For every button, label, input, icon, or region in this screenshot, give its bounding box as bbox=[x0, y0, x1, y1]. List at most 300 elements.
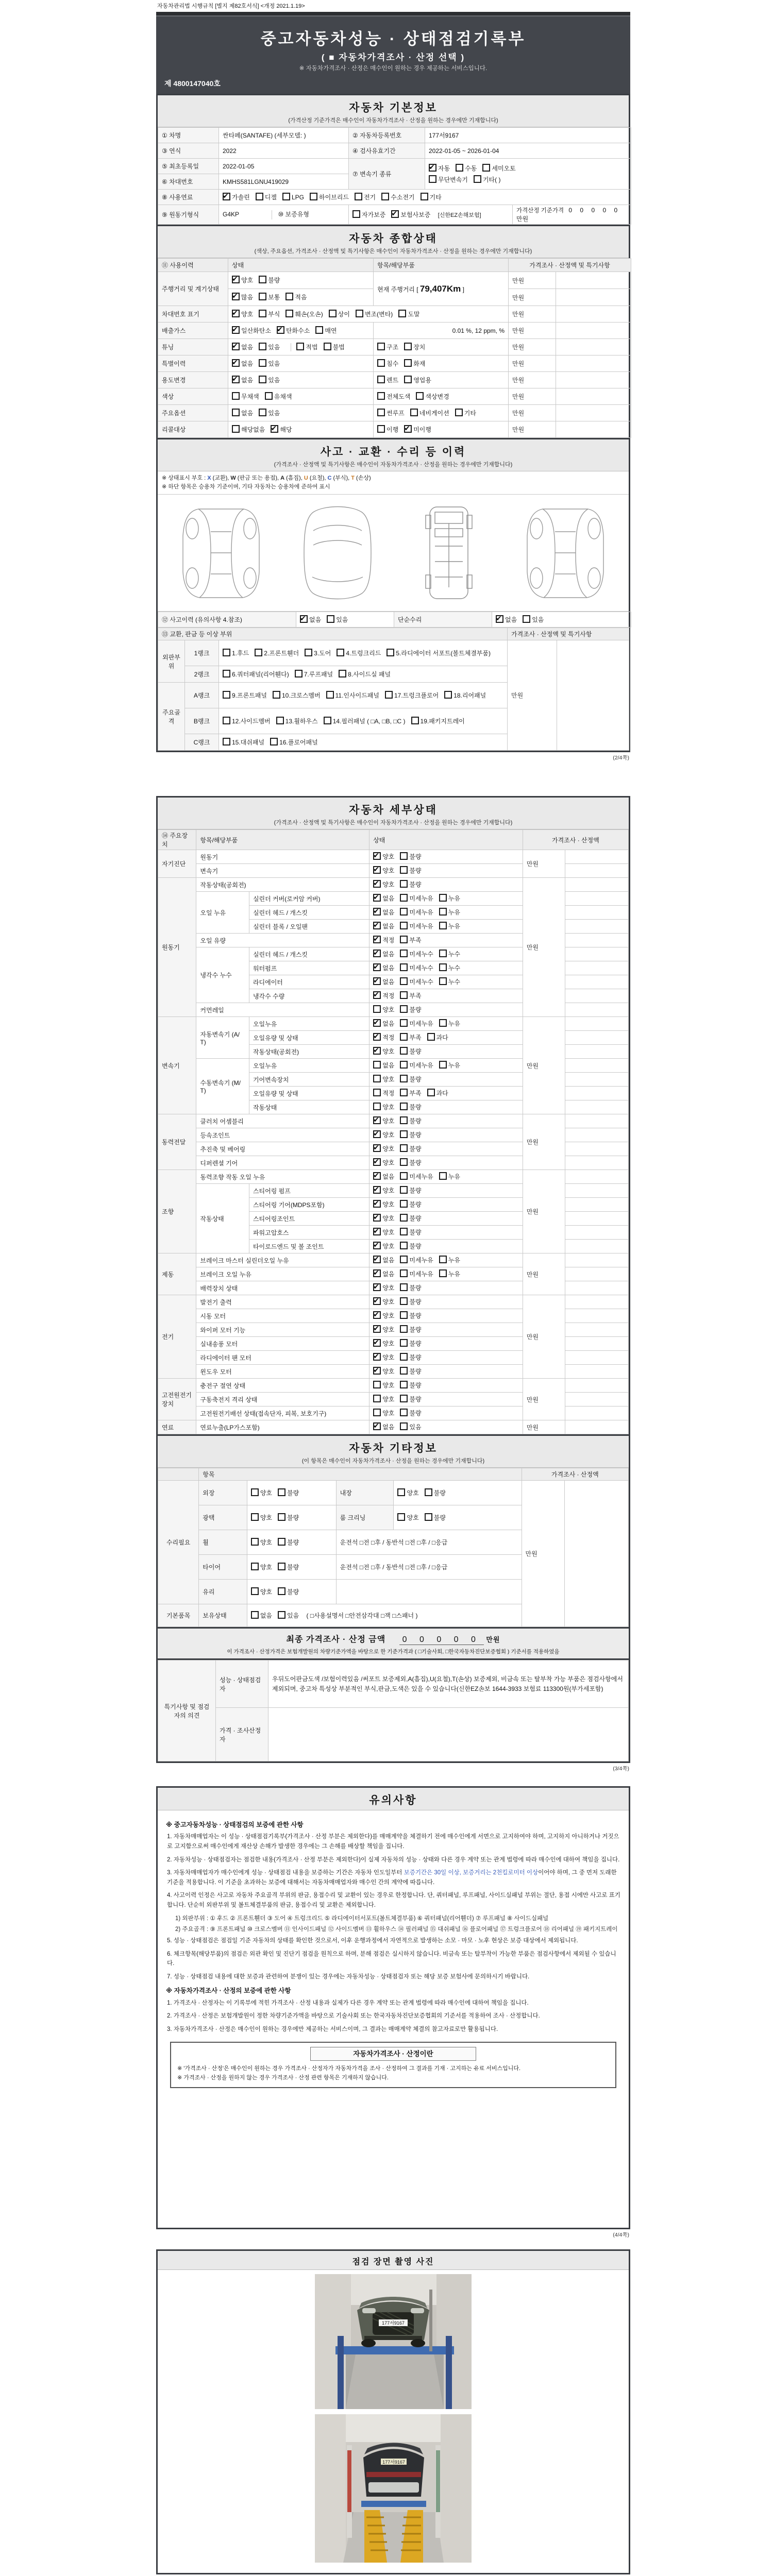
unchecked-checkbox[interactable] bbox=[400, 1283, 408, 1291]
unchecked-checkbox[interactable] bbox=[400, 1019, 408, 1027]
repair-item-checks bbox=[247, 1530, 336, 1555]
unchecked-checkbox[interactable] bbox=[373, 1395, 381, 1402]
item-cell bbox=[374, 339, 509, 355]
checkbox-label: 양호 bbox=[382, 1187, 395, 1195]
unchecked-checkbox[interactable] bbox=[373, 1075, 381, 1082]
checked-checkbox[interactable] bbox=[232, 343, 240, 350]
unchecked-checkbox[interactable] bbox=[232, 392, 240, 400]
checkbox-label: 하이브리드 bbox=[318, 193, 349, 201]
item-cell: 스티어링 펌프 bbox=[249, 1184, 369, 1198]
state-checks bbox=[369, 892, 523, 906]
item-cell: 클러치 어셈블리 bbox=[196, 1114, 369, 1128]
checkbox-option bbox=[400, 1032, 421, 1043]
checkbox-label: 수동 bbox=[465, 164, 477, 172]
row-label: 차대번호 표기 bbox=[158, 306, 228, 323]
checked-checkbox[interactable] bbox=[373, 852, 381, 860]
unchecked-checkbox[interactable] bbox=[377, 409, 385, 416]
unchecked-checkbox[interactable] bbox=[439, 950, 447, 957]
unchecked-checkbox[interactable] bbox=[400, 1186, 408, 1194]
checkbox-option bbox=[259, 342, 280, 353]
unchecked-checkbox[interactable] bbox=[400, 1367, 408, 1375]
simple-repair-label: 단순수리 bbox=[394, 612, 492, 628]
checked-checkbox[interactable] bbox=[373, 936, 381, 943]
checkbox-option bbox=[377, 408, 405, 419]
unchecked-checkbox[interactable] bbox=[404, 376, 412, 383]
remarks-cell bbox=[556, 421, 631, 438]
checked-checkbox[interactable] bbox=[373, 1297, 381, 1305]
checkbox-label: 없음 bbox=[382, 1423, 395, 1431]
unchecked-checkbox[interactable] bbox=[400, 1047, 408, 1055]
unchecked-checkbox[interactable] bbox=[400, 1381, 408, 1388]
price-cell: 만원 bbox=[509, 405, 556, 421]
checked-checkbox[interactable] bbox=[232, 293, 240, 300]
unchecked-checkbox[interactable] bbox=[259, 310, 266, 317]
unchecked-checkbox[interactable] bbox=[400, 1214, 408, 1222]
checkbox-label: 부족 bbox=[409, 937, 422, 944]
unchecked-checkbox[interactable] bbox=[400, 922, 408, 929]
unchecked-checkbox[interactable] bbox=[223, 738, 230, 745]
unchecked-checkbox[interactable] bbox=[259, 359, 266, 367]
unchecked-checkbox[interactable] bbox=[439, 963, 447, 971]
unchecked-checkbox[interactable] bbox=[400, 866, 408, 874]
unchecked-checkbox[interactable] bbox=[386, 649, 394, 656]
unchecked-checkbox[interactable] bbox=[373, 1005, 381, 1013]
checked-checkbox[interactable] bbox=[373, 963, 381, 971]
unchecked-checkbox[interactable] bbox=[223, 649, 230, 656]
checkbox-group bbox=[377, 377, 437, 384]
unchecked-checkbox[interactable] bbox=[305, 649, 312, 656]
checked-checkbox[interactable] bbox=[373, 1283, 381, 1291]
checkbox-option bbox=[400, 1282, 421, 1294]
unchecked-checkbox[interactable] bbox=[256, 193, 263, 200]
unchecked-checkbox[interactable] bbox=[373, 1103, 381, 1110]
checkbox-label: 불량 bbox=[409, 1131, 422, 1139]
state-checks bbox=[369, 1295, 523, 1309]
unchecked-checkbox[interactable] bbox=[326, 691, 334, 699]
unchecked-checkbox[interactable] bbox=[373, 1381, 381, 1388]
unchecked-checkbox[interactable] bbox=[251, 1513, 259, 1521]
unchecked-checkbox[interactable] bbox=[352, 210, 360, 218]
state-checks bbox=[369, 1323, 523, 1337]
unchecked-checkbox[interactable] bbox=[400, 1130, 408, 1138]
unchecked-checkbox[interactable] bbox=[439, 1172, 447, 1180]
checkbox-group bbox=[373, 992, 427, 999]
unchecked-checkbox[interactable] bbox=[251, 1563, 259, 1570]
unchecked-checkbox[interactable] bbox=[456, 164, 463, 172]
checkbox-option bbox=[373, 990, 394, 1002]
checked-checkbox[interactable] bbox=[373, 1242, 381, 1249]
checked-checkbox[interactable] bbox=[373, 922, 381, 929]
checked-checkbox[interactable] bbox=[373, 1019, 381, 1027]
unchecked-checkbox[interactable] bbox=[400, 1269, 408, 1277]
unchecked-checkbox[interactable] bbox=[278, 1587, 285, 1595]
item-cell: 스티어링 기어(MDPS포함) bbox=[249, 1198, 369, 1212]
unchecked-checkbox[interactable] bbox=[439, 977, 447, 985]
repair-extra: 운전석 □전 □후 / 동반석 □전 □후 / □응급 bbox=[336, 1555, 522, 1580]
checked-checkbox[interactable] bbox=[373, 880, 381, 888]
unchecked-checkbox[interactable] bbox=[400, 991, 408, 999]
unchecked-checkbox[interactable] bbox=[439, 922, 447, 929]
unchecked-checkbox[interactable] bbox=[400, 1144, 408, 1152]
unchecked-checkbox[interactable] bbox=[410, 409, 418, 416]
checked-checkbox[interactable] bbox=[373, 1353, 381, 1361]
unchecked-checkbox[interactable] bbox=[259, 343, 266, 350]
mileage-state-checks bbox=[228, 272, 374, 289]
engine-type-value: G4KP ⑩ 보증유형 bbox=[219, 205, 349, 225]
unchecked-checkbox[interactable] bbox=[439, 1019, 447, 1027]
unchecked-checkbox[interactable] bbox=[400, 1005, 408, 1013]
checkbox-label: 불량 bbox=[409, 1145, 422, 1153]
item-cell: 디퍼렌셜 기어 bbox=[196, 1156, 369, 1170]
unchecked-checkbox[interactable] bbox=[259, 376, 266, 383]
unchecked-checkbox[interactable] bbox=[381, 193, 389, 200]
checkbox-label: 있음 bbox=[268, 409, 280, 417]
etc-info-title: 자동차 기타정보 bbox=[349, 1443, 438, 1455]
subgroup-label: 냉각수 누수 bbox=[196, 947, 249, 1003]
unchecked-checkbox[interactable] bbox=[400, 1103, 408, 1110]
unchecked-checkbox[interactable] bbox=[421, 193, 428, 200]
remarks-cell bbox=[565, 906, 629, 920]
unchecked-checkbox[interactable] bbox=[439, 1256, 447, 1263]
checked-checkbox[interactable] bbox=[232, 376, 240, 383]
unchecked-checkbox[interactable] bbox=[285, 310, 293, 317]
state-checks bbox=[369, 975, 523, 989]
fuel-options bbox=[219, 190, 631, 205]
unchecked-checkbox[interactable] bbox=[400, 950, 408, 957]
unchecked-checkbox[interactable] bbox=[278, 1611, 285, 1619]
unchecked-checkbox[interactable] bbox=[385, 691, 393, 699]
checkbox-label: 없음 bbox=[382, 964, 395, 972]
unchecked-checkbox[interactable] bbox=[373, 1409, 381, 1416]
unchecked-checkbox[interactable] bbox=[425, 1488, 432, 1496]
checkbox-option bbox=[439, 962, 460, 974]
checkbox-group bbox=[377, 344, 431, 351]
unchecked-checkbox[interactable] bbox=[278, 1488, 285, 1496]
checkbox-option bbox=[259, 358, 280, 369]
state-checks bbox=[228, 372, 374, 388]
status-code-X: X bbox=[207, 475, 211, 481]
unchecked-checkbox[interactable] bbox=[398, 310, 406, 317]
checkbox-group bbox=[429, 176, 506, 183]
section-photos bbox=[156, 2249, 630, 2574]
checked-checkbox[interactable] bbox=[373, 1144, 381, 1152]
checkbox-label: 색상변경 bbox=[425, 393, 449, 400]
checked-checkbox[interactable] bbox=[373, 1422, 381, 1430]
checked-checkbox[interactable] bbox=[373, 950, 381, 957]
unchecked-checkbox[interactable] bbox=[377, 392, 385, 400]
unchecked-checkbox[interactable] bbox=[327, 615, 334, 623]
unchecked-checkbox[interactable] bbox=[339, 670, 346, 677]
checked-checkbox[interactable] bbox=[391, 210, 399, 218]
checkbox-group bbox=[223, 194, 447, 201]
checked-checkbox[interactable] bbox=[373, 1116, 381, 1124]
checked-checkbox[interactable] bbox=[373, 1367, 381, 1375]
price-cell: 만원 bbox=[523, 1017, 565, 1114]
unchecked-checkbox[interactable] bbox=[324, 717, 331, 724]
state-checks bbox=[369, 1031, 523, 1045]
unchecked-checkbox[interactable] bbox=[400, 1228, 408, 1235]
unchecked-checkbox[interactable] bbox=[404, 343, 412, 350]
table-row bbox=[158, 1420, 629, 1434]
unchecked-checkbox[interactable] bbox=[523, 615, 530, 623]
warranty-insurer: [신한EZ손해보험] bbox=[438, 212, 481, 218]
unchecked-checkbox[interactable] bbox=[411, 717, 419, 724]
item-cell: 실린더 커버(로커암 커버) bbox=[249, 892, 369, 906]
unchecked-checkbox[interactable] bbox=[251, 1538, 259, 1546]
unchecked-checkbox[interactable] bbox=[315, 326, 323, 334]
checked-checkbox[interactable] bbox=[373, 1130, 381, 1138]
unchecked-checkbox[interactable] bbox=[400, 1033, 408, 1041]
unchecked-checkbox[interactable] bbox=[400, 1200, 408, 1208]
unchecked-checkbox[interactable] bbox=[377, 425, 385, 433]
unchecked-checkbox[interactable] bbox=[416, 392, 424, 400]
unchecked-checkbox[interactable] bbox=[377, 343, 385, 350]
unchecked-checkbox[interactable] bbox=[400, 936, 408, 943]
checkbox-group bbox=[373, 1159, 427, 1166]
unchecked-checkbox[interactable] bbox=[397, 1488, 405, 1496]
checkbox-option bbox=[232, 358, 253, 369]
unchecked-checkbox[interactable] bbox=[400, 880, 408, 888]
checkbox-label: 15.대쉬패널 bbox=[232, 738, 265, 746]
checked-checkbox[interactable] bbox=[232, 359, 240, 367]
first-reg-value: 2022-01-05 bbox=[219, 159, 349, 174]
device-group-label: 원동기 bbox=[158, 878, 196, 1017]
checked-checkbox[interactable] bbox=[404, 425, 412, 433]
unchecked-checkbox[interactable] bbox=[400, 1256, 408, 1263]
checked-checkbox[interactable] bbox=[373, 908, 381, 916]
unchecked-checkbox[interactable] bbox=[329, 310, 337, 317]
checked-checkbox[interactable] bbox=[373, 1228, 381, 1235]
checked-checkbox[interactable] bbox=[373, 1200, 381, 1208]
checkbox-label: 7.루프패널 bbox=[304, 670, 333, 678]
unchecked-checkbox[interactable] bbox=[356, 310, 363, 317]
mileage-amount-checks bbox=[228, 289, 374, 306]
unchecked-checkbox[interactable] bbox=[296, 343, 304, 350]
unchecked-checkbox[interactable] bbox=[425, 1513, 432, 1521]
checkbox-label: 유채색 bbox=[274, 393, 292, 400]
unchecked-checkbox[interactable] bbox=[276, 717, 284, 724]
checked-checkbox[interactable] bbox=[373, 1269, 381, 1277]
unchecked-checkbox[interactable] bbox=[427, 1089, 435, 1096]
unchecked-checkbox[interactable] bbox=[285, 293, 293, 300]
checkbox-label: 해당없음 bbox=[241, 426, 265, 433]
checkbox-group bbox=[373, 1326, 427, 1333]
unchecked-checkbox[interactable] bbox=[400, 1242, 408, 1249]
unchecked-checkbox[interactable] bbox=[259, 409, 266, 416]
unchecked-checkbox[interactable] bbox=[439, 1269, 447, 1277]
checkbox-option bbox=[386, 648, 491, 659]
unchecked-checkbox[interactable] bbox=[400, 1158, 408, 1166]
checked-checkbox[interactable] bbox=[373, 1214, 381, 1222]
checked-checkbox[interactable] bbox=[373, 1339, 381, 1347]
state-checks bbox=[369, 1365, 523, 1379]
unchecked-checkbox[interactable] bbox=[400, 977, 408, 985]
vin-label: ⑥ 차대번호 bbox=[158, 174, 219, 190]
checkbox-option bbox=[381, 192, 414, 203]
remarks-cell bbox=[565, 1017, 629, 1031]
checkbox-option bbox=[400, 1380, 421, 1391]
checked-checkbox[interactable] bbox=[373, 866, 381, 874]
unchecked-checkbox[interactable] bbox=[400, 1075, 408, 1082]
remarks-table bbox=[158, 1660, 629, 1761]
unchecked-checkbox[interactable] bbox=[482, 164, 490, 172]
unchecked-checkbox[interactable] bbox=[444, 691, 452, 699]
item-cell bbox=[374, 388, 509, 405]
checkbox-group bbox=[373, 895, 466, 902]
unchecked-checkbox[interactable] bbox=[400, 1311, 408, 1319]
etc-info-subtitle: (이 항목은 매수인이 자동차가격조사 · 산정을 원하는 경우에만 기재합니다) bbox=[301, 1458, 485, 1465]
unchecked-checkbox[interactable] bbox=[400, 1089, 408, 1096]
car-diagram-top bbox=[289, 500, 386, 606]
unchecked-checkbox[interactable] bbox=[474, 175, 481, 183]
checked-checkbox[interactable] bbox=[373, 991, 381, 999]
unchecked-checkbox[interactable] bbox=[255, 649, 262, 656]
unchecked-checkbox[interactable] bbox=[270, 738, 278, 745]
unchecked-checkbox[interactable] bbox=[400, 963, 408, 971]
unchecked-checkbox[interactable] bbox=[251, 1587, 259, 1595]
checkbox-label: 양호 bbox=[382, 1145, 395, 1153]
unchecked-checkbox[interactable] bbox=[429, 175, 436, 183]
unchecked-checkbox[interactable] bbox=[259, 276, 266, 283]
unchecked-checkbox[interactable] bbox=[273, 691, 280, 699]
unchecked-checkbox[interactable] bbox=[282, 193, 290, 200]
unchecked-checkbox[interactable] bbox=[400, 894, 408, 902]
accident-subtitle: (가격조사 · 산정액 및 특기사항은 매수인이 자동차가격조사 · 산정을 원하는 경우에만 기재합니다) bbox=[274, 462, 513, 468]
notice-item: 5. 성능 · 상태점검은 점검일 기준 자동차의 상태를 확인한 것으로서, 이후 운행과정에서 자연적으로 발생하는 소모 · 마모 · 노후 현상은 보증 대상에서 제외됩니다. bbox=[167, 1937, 578, 1944]
checkbox-option bbox=[523, 614, 544, 625]
price-cell: 만원 bbox=[509, 355, 556, 372]
unchecked-checkbox[interactable] bbox=[400, 1297, 408, 1305]
unchecked-checkbox[interactable] bbox=[455, 409, 463, 416]
checked-checkbox[interactable] bbox=[373, 1158, 381, 1166]
checkbox-group bbox=[373, 1048, 427, 1055]
unchecked-checkbox[interactable] bbox=[278, 1513, 285, 1521]
checkbox-option bbox=[305, 648, 331, 659]
checkbox-group bbox=[296, 344, 350, 351]
unchecked-checkbox[interactable] bbox=[377, 359, 385, 367]
checkbox-label: 불량 bbox=[409, 867, 422, 875]
checkbox-label: 양호 bbox=[382, 1215, 395, 1223]
checked-checkbox[interactable] bbox=[373, 1047, 381, 1055]
checked-checkbox[interactable] bbox=[429, 164, 436, 172]
checked-checkbox[interactable] bbox=[373, 1033, 381, 1041]
unchecked-checkbox[interactable] bbox=[337, 649, 344, 656]
unchecked-checkbox[interactable] bbox=[251, 1488, 259, 1496]
checked-checkbox[interactable] bbox=[373, 1186, 381, 1194]
checkbox-option bbox=[373, 1199, 394, 1210]
checked-checkbox[interactable] bbox=[496, 615, 503, 623]
remarks-cell bbox=[565, 989, 629, 1003]
unchecked-checkbox[interactable] bbox=[439, 894, 447, 902]
unchecked-checkbox[interactable] bbox=[265, 392, 273, 400]
checked-checkbox[interactable] bbox=[373, 1172, 381, 1180]
checked-checkbox[interactable] bbox=[277, 326, 284, 334]
checkbox-group bbox=[373, 1396, 427, 1403]
unchecked-checkbox[interactable] bbox=[278, 1563, 285, 1570]
unchecked-checkbox[interactable] bbox=[400, 1339, 408, 1347]
item-cell bbox=[374, 355, 509, 372]
unchecked-checkbox[interactable] bbox=[373, 1089, 381, 1096]
unchecked-checkbox[interactable] bbox=[427, 1033, 435, 1041]
basic-items-extra: ( □사용설명서 □안전삼각대 □잭 □스패너 ) bbox=[305, 1612, 418, 1619]
checkbox-option bbox=[400, 1213, 421, 1224]
unchecked-checkbox[interactable] bbox=[223, 691, 230, 699]
unchecked-checkbox[interactable] bbox=[400, 1353, 408, 1361]
checked-checkbox[interactable] bbox=[373, 977, 381, 985]
checked-checkbox[interactable] bbox=[232, 276, 240, 283]
checkbox-label: 양호 bbox=[260, 1538, 273, 1546]
unchecked-checkbox[interactable] bbox=[232, 425, 240, 433]
checkbox-label: 양호 bbox=[241, 277, 254, 284]
item-cell: 냉각수 수량 bbox=[249, 989, 369, 1003]
unchecked-checkbox[interactable] bbox=[232, 409, 240, 416]
checkbox-option bbox=[373, 907, 394, 918]
checkbox-option bbox=[270, 737, 318, 748]
unchecked-checkbox[interactable] bbox=[404, 359, 412, 367]
final-price-value: 0 0 0 0 0 bbox=[399, 1635, 484, 1645]
unchecked-checkbox[interactable] bbox=[439, 908, 447, 916]
unchecked-checkbox[interactable] bbox=[400, 852, 408, 860]
unchecked-checkbox[interactable] bbox=[400, 1172, 408, 1180]
unchecked-checkbox[interactable] bbox=[400, 1061, 408, 1069]
unchecked-checkbox[interactable] bbox=[278, 1538, 285, 1546]
unchecked-checkbox[interactable] bbox=[251, 1611, 259, 1619]
unchecked-checkbox[interactable] bbox=[259, 293, 266, 300]
checked-checkbox[interactable] bbox=[373, 1311, 381, 1319]
item-cell: 워터펌프 bbox=[249, 961, 369, 975]
checked-checkbox[interactable] bbox=[300, 615, 308, 623]
unchecked-checkbox[interactable] bbox=[400, 1325, 408, 1333]
car-diagram-unfolded-left bbox=[167, 500, 275, 606]
unchecked-checkbox[interactable] bbox=[439, 1061, 447, 1069]
unchecked-checkbox[interactable] bbox=[310, 193, 317, 200]
checkbox-label: 8.사이드실 패널 bbox=[348, 670, 391, 678]
unchecked-checkbox[interactable] bbox=[223, 670, 230, 677]
unchecked-checkbox[interactable] bbox=[400, 1395, 408, 1402]
checkbox-label: 양호 bbox=[382, 1326, 395, 1334]
unchecked-checkbox[interactable] bbox=[373, 1061, 381, 1069]
checkbox-label: 18.리어패널 bbox=[453, 691, 486, 699]
unchecked-checkbox[interactable] bbox=[400, 1409, 408, 1416]
checked-checkbox[interactable] bbox=[373, 1256, 381, 1263]
unchecked-checkbox[interactable] bbox=[400, 908, 408, 916]
checked-checkbox[interactable] bbox=[232, 326, 240, 334]
unchecked-checkbox[interactable] bbox=[355, 193, 362, 200]
checked-checkbox[interactable] bbox=[373, 894, 381, 902]
unchecked-checkbox[interactable] bbox=[223, 717, 230, 724]
base-price-unit: 만원 bbox=[516, 215, 529, 223]
checkbox-label: 미세누수 bbox=[409, 964, 433, 972]
unchecked-checkbox[interactable] bbox=[397, 1513, 405, 1521]
unchecked-checkbox[interactable] bbox=[377, 376, 385, 383]
checked-checkbox[interactable] bbox=[232, 310, 240, 317]
unchecked-checkbox[interactable] bbox=[400, 1422, 408, 1430]
checked-checkbox[interactable] bbox=[271, 425, 278, 433]
checkbox-option bbox=[373, 1004, 394, 1015]
checkbox-option bbox=[400, 1157, 421, 1168]
checked-checkbox[interactable] bbox=[223, 193, 230, 200]
checked-checkbox[interactable] bbox=[373, 1325, 381, 1333]
unchecked-checkbox[interactable] bbox=[324, 343, 331, 350]
checkbox-option bbox=[444, 690, 486, 701]
unchecked-checkbox[interactable] bbox=[400, 1116, 408, 1124]
section-basic-info bbox=[156, 94, 630, 752]
unchecked-checkbox[interactable] bbox=[295, 670, 303, 677]
checkbox-group bbox=[232, 410, 285, 417]
checkbox-option bbox=[251, 1610, 272, 1621]
checkbox-group bbox=[373, 1298, 427, 1306]
checkbox-group bbox=[373, 1020, 466, 1027]
